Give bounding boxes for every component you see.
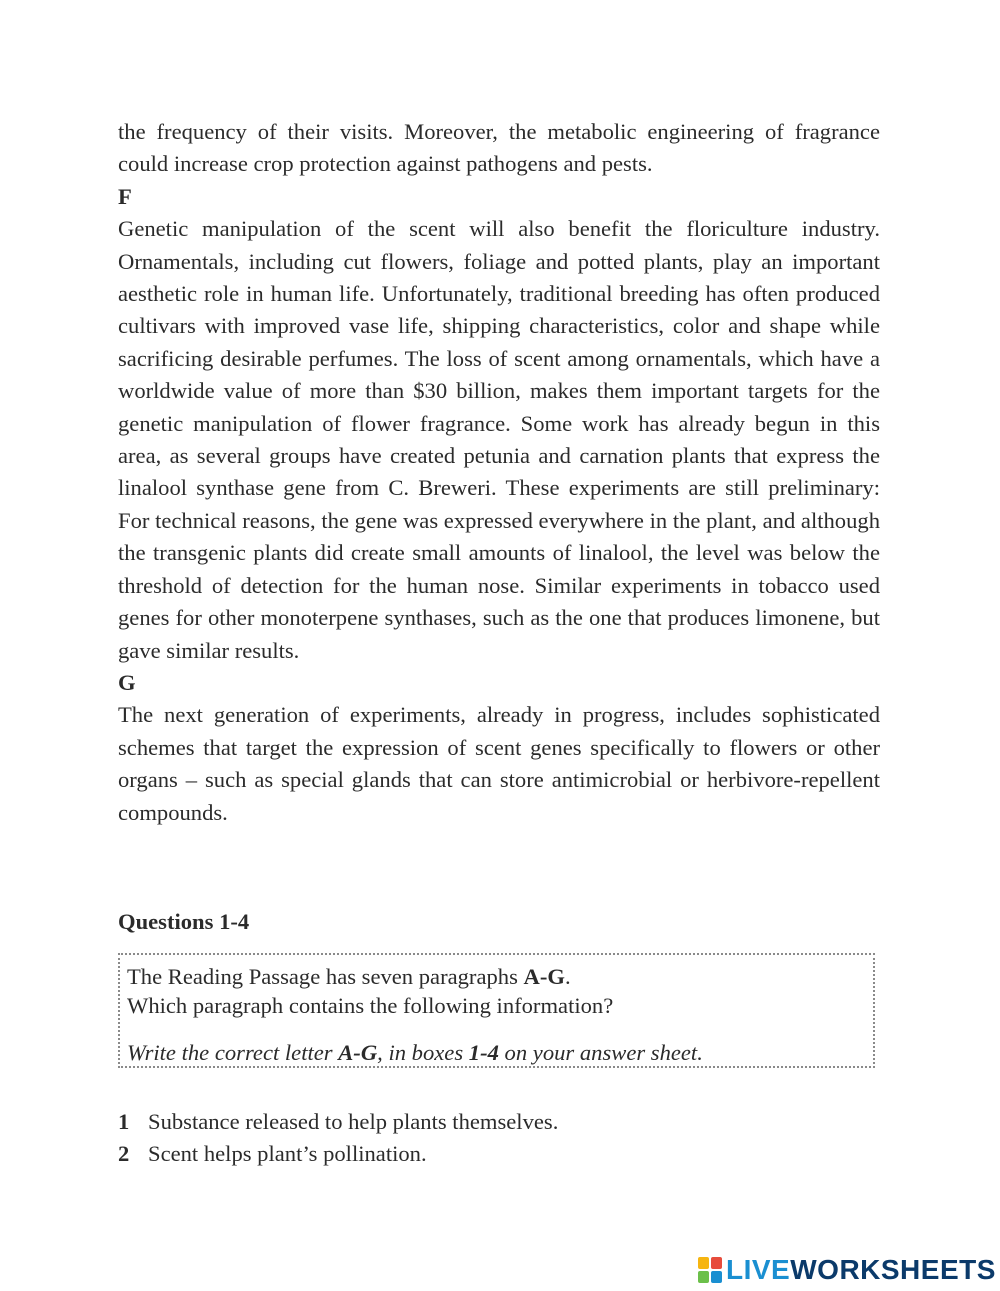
liveworksheets-logo <box>698 1253 996 1287</box>
instruction-bold-range: A-G <box>338 1040 378 1065</box>
paragraph-g: The next generation of experiments, already in progress, includes sophisticated schemes that target the expression of scent genes specifically to flowers or other organs – such as special glands that can store antimicrobial or herbivore-repellent compounds. <box>118 702 880 825</box>
instruction-text: The Reading Passage has seven paragraphs <box>127 964 524 989</box>
instruction-line-1 <box>127 964 571 990</box>
question-item-2 <box>118 1138 558 1170</box>
logo-text-live: LIVE <box>726 1254 791 1285</box>
questions-heading: Questions 1-4 <box>118 909 250 934</box>
paragraph-e-ending: the frequency of their visits. Moreover, the metabolic engineering of fragrance could increase crop protection against pathogens and pests. <box>118 119 880 177</box>
question-item-1 <box>118 1106 558 1138</box>
paragraph-letter-f: F <box>118 183 132 209</box>
logo-text <box>726 1254 996 1286</box>
paragraph-f: Genetic manipulation of the scent will also benefit the floriculture industry. Ornamentals, including cut flowers, foliage and potted plants, play an important aesthetic role in human life. Unfortunately, traditional breeding has often produced cultivars with improved vase life, shipping characteristics, color and shape while sacrificing desirable perfumes. The loss of scent among ornamentals, which have a worldwide value of more than $30 billion, makes them important targets for the genetic manipulation of flower fragrance. Some work has already begun in this area, as several groups have created petunia and carnation plants that express the linalool synthase gene from C. Breweri. These experiments are still preliminary: For technical reasons, the gene was expressed everywhere in the plant, and although the transgenic plants did create small amounts of linalool, the level was below the threshold of detection for the human nose. Similar experiments in tobacco used genes for other monoterpene synthases, such as the one that produces limonene, but gave similar results. <box>118 216 880 663</box>
question-text: Substance released to help plants themselves. <box>148 1109 559 1134</box>
instruction-bold-boxes: 1-4 <box>468 1040 499 1065</box>
logo-mark-square <box>711 1271 722 1283</box>
question-text: Scent helps plant’s pollination. <box>148 1141 427 1166</box>
paragraph-letter-g: G <box>118 669 136 695</box>
question-number: 2 <box>118 1141 130 1166</box>
instruction-text: . <box>564 964 571 989</box>
instruction-bold-range: A-G <box>523 964 565 989</box>
logo-mark-square <box>698 1257 709 1269</box>
question-list <box>118 1106 558 1170</box>
instruction-text: Write the correct letter <box>127 1040 339 1065</box>
instruction-text: on your answer sheet. <box>498 1040 703 1065</box>
logo-mark-square <box>698 1271 709 1283</box>
question-number: 1 <box>118 1109 130 1134</box>
logo-mark-icon <box>698 1257 722 1283</box>
instruction-text: , in boxes <box>377 1040 469 1065</box>
instructions-box <box>118 953 875 1068</box>
instruction-line-3 <box>127 1040 703 1066</box>
instruction-line-2: Which paragraph contains the following information? <box>127 993 614 1018</box>
logo-mark-square <box>711 1257 722 1269</box>
logo-text-worksheets: WORKSHEETS <box>790 1254 996 1285</box>
reading-passage <box>118 116 880 829</box>
